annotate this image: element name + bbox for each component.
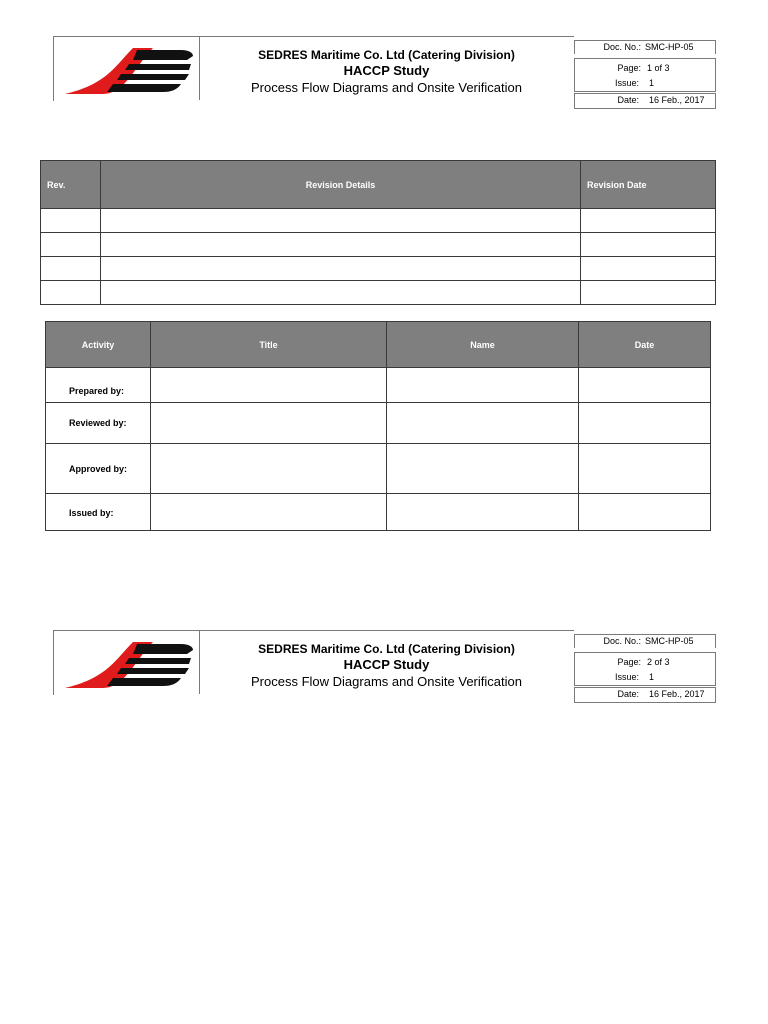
issue-label: Issue:: [615, 672, 640, 682]
doc-no-row: [574, 40, 716, 54]
table-row: [46, 403, 711, 444]
date-row: [574, 93, 716, 109]
table-cell: [41, 281, 101, 305]
date-value: 16 Feb., 2017: [649, 95, 705, 105]
table-cell: [41, 233, 101, 257]
page-row: [574, 58, 716, 77]
table-cell: [387, 368, 579, 403]
table-row: [41, 257, 716, 281]
page-header-1: [53, 36, 716, 105]
company-name: SEDRES Maritime Co. Ltd (Catering Division): [258, 48, 515, 62]
table-cell: [41, 257, 101, 281]
table-row: [41, 281, 716, 305]
document-subtitle: Process Flow Diagrams and Onsite Verification: [251, 80, 522, 95]
issue-value: 1: [649, 672, 655, 682]
table-cell: [151, 494, 387, 531]
document-meta: [574, 40, 716, 108]
table-cell: [581, 281, 716, 305]
col-rev: Rev.: [41, 161, 101, 209]
revision-table: [40, 160, 716, 305]
col-title: Title: [151, 322, 387, 368]
table-cell: [579, 403, 711, 444]
table-row: [41, 233, 716, 257]
activity-issued: Issued by:: [46, 494, 151, 531]
page-value: 2 of 3: [647, 657, 670, 667]
table-cell: [151, 444, 387, 494]
study-title: HACCP Study: [343, 657, 430, 672]
table-cell: [151, 403, 387, 444]
table-cell: [581, 257, 716, 281]
table-cell: [387, 444, 579, 494]
company-logo: [63, 640, 193, 690]
company-name: SEDRES Maritime Co. Ltd (Catering Division): [258, 642, 515, 656]
table-cell: [151, 368, 387, 403]
header-title-block: [200, 630, 573, 694]
doc-no-value: SMC-HP-05: [645, 636, 694, 646]
table-cell: [579, 368, 711, 403]
date-row: [574, 687, 716, 703]
table-cell: [579, 444, 711, 494]
issue-row: [574, 671, 716, 686]
table-cell: [387, 494, 579, 531]
issue-row: [574, 77, 716, 92]
activity-reviewed: Reviewed by:: [46, 403, 151, 444]
date-value: 16 Feb., 2017: [649, 689, 705, 699]
signoff-header-row: [46, 322, 711, 368]
doc-no-value: SMC-HP-05: [645, 42, 694, 52]
signoff-table: [45, 321, 711, 531]
table-cell: [41, 209, 101, 233]
revision-header-row: [41, 161, 716, 209]
date-label: Date:: [617, 95, 639, 105]
doc-no-row: [574, 634, 716, 648]
page-label: Page:: [617, 63, 641, 73]
col-revision-details: Revision Details: [101, 161, 581, 209]
table-cell: [101, 209, 581, 233]
table-cell: [387, 403, 579, 444]
issue-label: Issue:: [615, 78, 640, 88]
table-cell: [581, 209, 716, 233]
page-value: 1 of 3: [647, 63, 670, 73]
study-title: HACCP Study: [343, 63, 430, 78]
table-cell: [581, 233, 716, 257]
col-date: Date: [579, 322, 711, 368]
table-row: [46, 368, 711, 403]
doc-no-label: Doc. No.:: [603, 636, 641, 646]
table-row: [41, 209, 716, 233]
company-logo: [63, 46, 193, 96]
page-header-2: [53, 630, 716, 699]
table-row: [46, 444, 711, 494]
activity-prepared: Prepared by:: [46, 368, 151, 403]
table-cell: [579, 494, 711, 531]
header-title-block: [200, 36, 573, 100]
doc-no-label: Doc. No.:: [603, 42, 641, 52]
activity-approved: Approved by:: [46, 444, 151, 494]
date-label: Date:: [617, 689, 639, 699]
page-row: [574, 652, 716, 671]
document-meta: [574, 634, 716, 702]
table-cell: [101, 281, 581, 305]
document-subtitle: Process Flow Diagrams and Onsite Verification: [251, 674, 522, 689]
table-cell: [101, 257, 581, 281]
issue-value: 1: [649, 78, 655, 88]
col-revision-date: Revision Date: [581, 161, 716, 209]
col-name: Name: [387, 322, 579, 368]
page-label: Page:: [617, 657, 641, 667]
table-cell: [101, 233, 581, 257]
col-activity: Activity: [46, 322, 151, 368]
table-row: [46, 494, 711, 531]
